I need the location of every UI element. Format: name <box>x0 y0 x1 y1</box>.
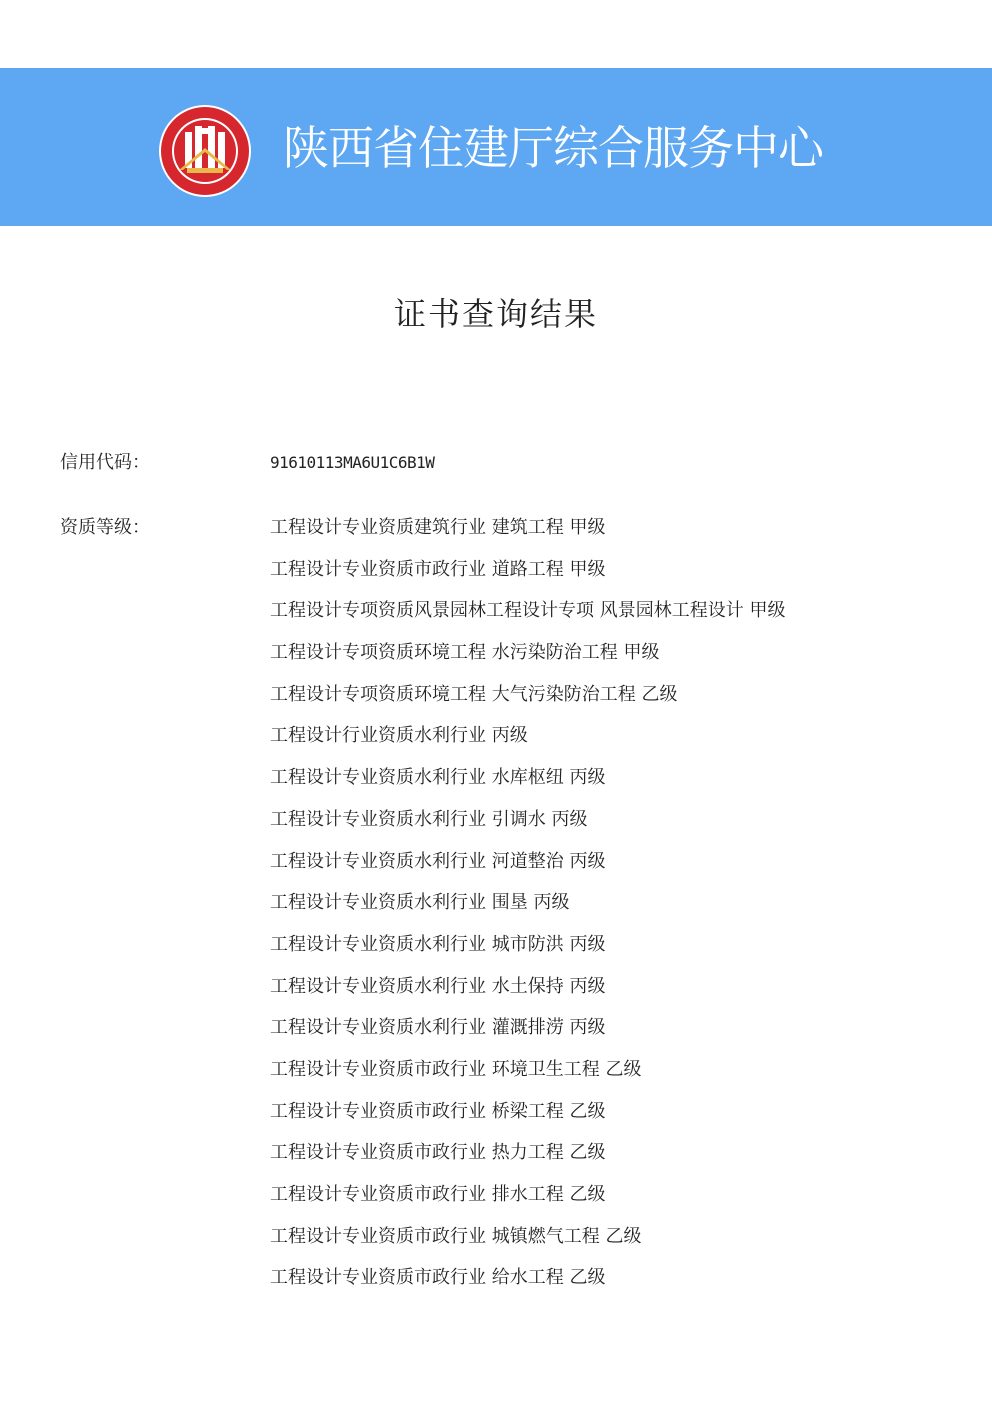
qualification-item: 工程设计专业资质市政行业 排水工程 乙级 <box>270 1184 606 1205</box>
qualification-item: 工程设计专业资质市政行业 热力工程 乙级 <box>270 1142 606 1164</box>
qualification-item: 工程设计专项资质环境工程 大气污染防治工程 乙级 <box>270 683 678 705</box>
qualification-list <box>270 507 785 1299</box>
qualification-item: 工程设计专业资质水利行业 水土保持 丙级 <box>270 975 606 997</box>
credit-code-label: 信用代码： <box>60 452 150 473</box>
qualification-item: 工程设计专业资质水利行业 城市防洪 丙级 <box>270 933 606 955</box>
qualification-item: 工程设计专业资质市政行业 城镇燃气工程 乙级 <box>270 1225 642 1247</box>
page-title: 证书查询结果 <box>393 295 598 333</box>
qualification-item: 工程设计专项资质风景园林工程设计专项 风景园林工程设计 甲级 <box>270 600 786 622</box>
qualification-item: 工程设计专业资质市政行业 桥梁工程 乙级 <box>270 1100 606 1122</box>
qualification-item: 工程设计行业资质水利行业 丙级 <box>270 725 528 747</box>
credit-code-value: 91610113MA6U1C6B1W <box>270 453 435 472</box>
org-name: 陕西省住建厅综合服务中心 <box>283 121 823 175</box>
qualification-item: 工程设计专业资质水利行业 水库枢纽 丙级 <box>270 767 606 789</box>
qualification-item: 工程设计专业资质水利行业 灌溉排涝 丙级 <box>270 1017 606 1039</box>
org-logo-icon <box>157 104 253 198</box>
qualification-item: 工程设计专业资质水利行业 引调水 丙级 <box>270 808 588 830</box>
qualification-item: 工程设计专业资质建筑行业 建筑工程 甲级 <box>270 517 606 538</box>
qualification-item: 工程设计专业资质市政行业 给水工程 乙级 <box>270 1267 606 1289</box>
qualification-item: 工程设计专业资质水利行业 河道整治 丙级 <box>270 850 606 872</box>
qualification-item: 工程设计专业资质市政行业 环境卫生工程 乙级 <box>270 1058 642 1080</box>
qualification-item: 工程设计专项资质环境工程 水污染防治工程 甲级 <box>270 642 660 664</box>
qualification-label: 资质等级： <box>60 517 150 538</box>
qualification-item: 工程设计专业资质水利行业 围垦 丙级 <box>270 892 570 914</box>
qualification-item: 工程设计专业资质市政行业 道路工程 甲级 <box>270 558 606 580</box>
